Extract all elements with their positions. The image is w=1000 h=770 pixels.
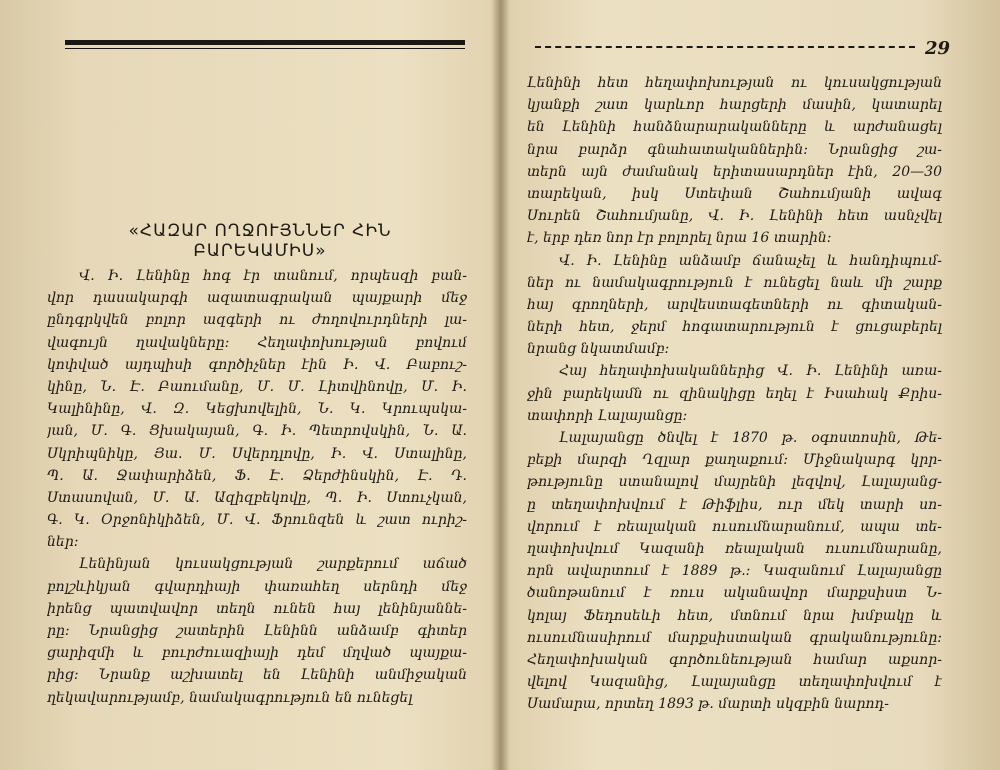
text-line: ղափոխվում Կազանի ռեալական ուսումնարանը, — [527, 540, 942, 557]
text-line: իրենց պատվավոր տեղն ունեն հայ լենինյաննե- — [47, 600, 467, 617]
text-line: Գ. Կ. Օրջոնիկիձեն, Մ. Վ. Ֆրունզեն և շատ ուրիշ- — [47, 512, 467, 529]
text-line: ցարիզմի և բուրժուազիայի դեմ մղված պայքա- — [47, 645, 467, 662]
text-line: վորում է ռեալական ուսումնարանում, ապա տե- — [527, 518, 942, 535]
right-body-text — [527, 72, 942, 715]
text-line: Սամարա, որտեղ 1893 թ. մարտի սկզբին նարոդ- — [527, 696, 890, 713]
text-line: Վ. Ի. Լենինը հոգ էր տանում, որպեսզի բան- — [79, 268, 467, 284]
text-line: Սկրիպնիկը, Յա. Մ. Սվերդլովը, Ի. Վ. Ստալինը, — [47, 445, 467, 462]
text-line: կոլայ Ֆեդոսեևի հետ, մտնում նրա խմբակը և — [527, 607, 942, 624]
text-line: Պ. Ա. Ջափարիձեն, Ֆ. Է. Ձերժինսկին, Է. Դ. — [47, 467, 467, 484]
text-line: Կալինինը, Վ. Զ. Կեցխովելին, Ն. Կ. Կրուպսկա- — [47, 401, 467, 418]
header-rule-dashed — [535, 46, 915, 48]
left-body-text — [47, 265, 467, 709]
text-line: յան, Մ. Գ. Ցխակայան, Գ. Ի. Պետրովսկին, Ն. Ա. — [47, 423, 467, 440]
right-page — [505, 0, 1000, 770]
text-line: վոր դասակարգի ազատագրական պայքարի մեջ — [47, 290, 467, 307]
text-line: րը։ Նրանցից շատերին Լենինն անձամբ գիտեր — [47, 623, 467, 639]
chapter-title: «ՀԱԶԱՐ ՈՂՋՈՒՅՆՆԵՐ ՀԻՆ ԲԱՐԵԿԱՄԻՍ» — [128, 221, 392, 261]
text-line: կինը, Ն. Է. Բաումանը, Մ. Մ. Լիտվինովը, Մ. Ի. — [47, 378, 467, 395]
text-line: Հայ հեղափոխականներից Վ. Ի. Լենինի առա- — [559, 363, 942, 380]
text-line: Ստասովան, Մ. Ա. Ազիզբեկովը, Պ. Ի. Ստուչկան, — [47, 489, 467, 506]
text-line: Հեղափոխական գործունեության համար աքսոր- — [527, 651, 942, 668]
text-line: րից։ Նրանք աշխատել են Լենինի անմիջական — [47, 667, 467, 684]
text-line: նրանց նկատմամբ։ — [527, 341, 670, 358]
text-line: կյանքի շատ կարևոր հարցերի մասին, կատարել — [527, 97, 942, 114]
text-line: Վ. Ի. Լենինը անձամբ ճանաչել և հանդիպում- — [559, 252, 942, 269]
text-line: բոլշևիկյան գվարդիայի փառահեղ սերնդի մեջ — [47, 578, 467, 595]
text-line: հայ գրողների, արվեստագետների ու գիտական- — [527, 296, 942, 313]
text-line: Լենինի հետ հեղափոխության ու կուսակցության — [527, 75, 942, 91]
text-line: ուսումնասիրում մարքսիստական գրականությունը։ — [527, 629, 942, 646]
text-line: են Լենինի հանձնարարականները և արժանացել — [527, 119, 942, 136]
text-line: Լալայանցը ծնվել է 1870 թ. օգոստոսին, Թե- — [559, 430, 942, 446]
text-line: Լենինյան կուսակցության շարքերում աճած — [79, 556, 467, 573]
text-line: ծանոթանում է ռուս ականավոր մարքսիստ Ն- — [527, 585, 942, 602]
text-line: թությունը ստանալով մայրենի լեզվով, Լալայանց- — [527, 474, 942, 491]
text-line: նրա բարձր գնահատականներին։ Նրանցից շա- — [527, 141, 942, 158]
header-rule-thick — [65, 40, 465, 45]
text-line: բեքի մարզի Ղզլար քաղաքում։ Միջնակարգ կրր- — [527, 452, 942, 469]
text-line: տարեկան, իսկ Ստեփան Շահումյանի ավագ — [527, 185, 942, 202]
text-line: ը տեղափոխվում է Թիֆլիս, ուր մեկ տարի սո- — [527, 496, 942, 513]
text-line: ներ։ — [47, 534, 79, 551]
text-line: վելով Կազանից, Լալայանցը տեղափոխվում է — [527, 674, 942, 691]
text-line: տափորի Լալայանցը։ — [527, 407, 688, 424]
text-line: ների հետ, ջերմ հոգատարություն է ցուցաբերել — [527, 319, 942, 336]
page-number: 29 — [925, 38, 951, 59]
text-line: ջին բարեկամն ու զինակիցը եղել է Իսահակ Քրիս- — [527, 385, 942, 402]
text-line: Սուրեն Շահումյանը, Վ. Ի. Լենինի հետ ասնչվել — [527, 208, 942, 225]
text-line: է, երբ դեռ նոր էր բոլորել նրա 16 տարին։ — [527, 230, 832, 247]
text-line: վագույն ղավակները։ Հեղափոխության բովում — [47, 334, 467, 351]
header-rule-thin — [65, 48, 465, 49]
text-line: ընդգրկվեն բոլոր ազգերի ու ժողովուրդների լա- — [47, 312, 467, 329]
text-line: կոփված այդպիսի գործիչներ էին Ի. Վ. Բաբուշ- — [47, 356, 467, 373]
left-page — [0, 0, 495, 770]
text-line: ներ ու նամակագրություն է ունեցել նաև մի շարք — [527, 274, 942, 291]
text-line: տերն այն ժամանակ երիտասարդներ էին, 20—30 — [527, 163, 942, 180]
text-line: որն ավարտում է 1889 թ.։ Կազանում Լալայանցը — [527, 563, 942, 580]
text-line: ղեկավարությամբ, նամակագրություն են ունեցել — [47, 689, 413, 706]
